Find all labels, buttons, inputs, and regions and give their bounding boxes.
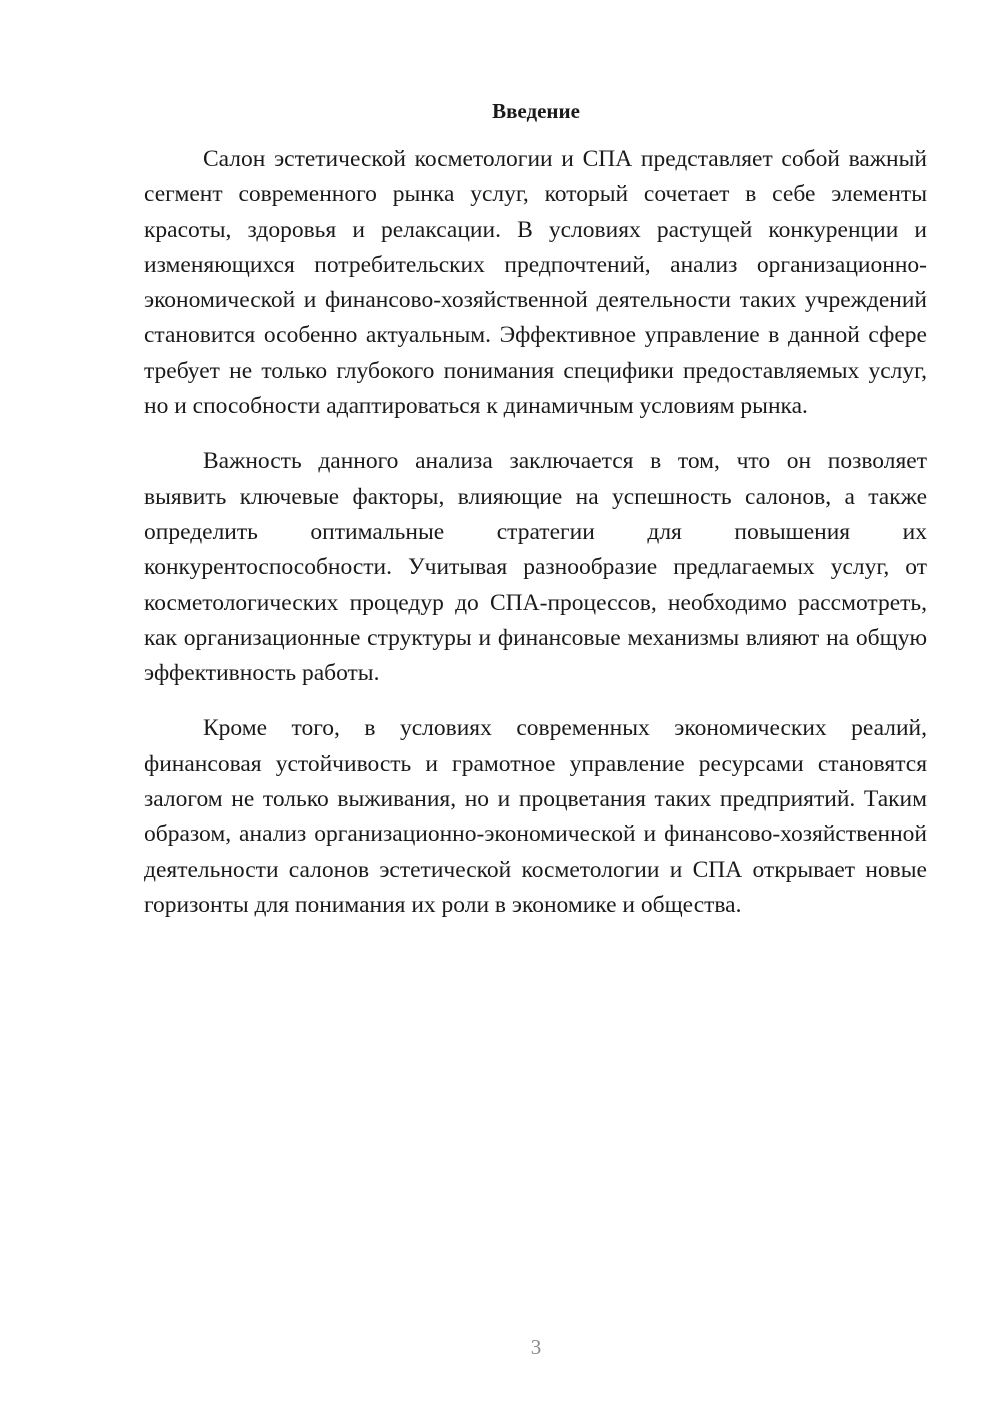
paragraph-2: Важность данного анализа заключается в том, что он позволяет выявить ключевые факторы, влияющие на успешность салонов, а также определить оптимальные стратегии для повышения их конкурентоспособности. Учитывая разнообразие предлагаемых услуг, от косметологических процедур до СПА-процессов, необходимо рассмотреть, как организационные структуры и финансовые механизмы влияют на общую эффективность работы.: [144, 448, 927, 687]
paragraph-1: Салон эстетической косметологии и СПА представляет собой важный сегмент современного рынка услуг, который сочетает в себе элементы красоты, здоровья и релаксации. В условиях растущей конкуренции и изменяющихся потребительских предпочтений, анализ организационно-экономической и финансово-хозяйственной деятельности таких учреждений становится особенно актуальным. Эффективное управление в данной сфере требует не только глубокого понимания специфики предоставляемых услуг, но и способности адаптироваться к динамичным условиям рынка.: [144, 146, 927, 420]
page-number: 3: [530, 1335, 542, 1359]
page-title: Введение: [492, 99, 580, 123]
paragraph-3: Кроме того, в условиях современных экономических реалий, финансовая устойчивость и грамотное управление ресурсами становятся залогом не только выживания, но и процветания таких предприятий. Таким образом, анализ организационно-экономической и финансово-хозяйственной деятельности салонов эстетической косметологии и СПА открывает новые горизонты для понимания их роли в экономике и общества.: [144, 715, 927, 918]
document-body: [144, 142, 927, 943]
